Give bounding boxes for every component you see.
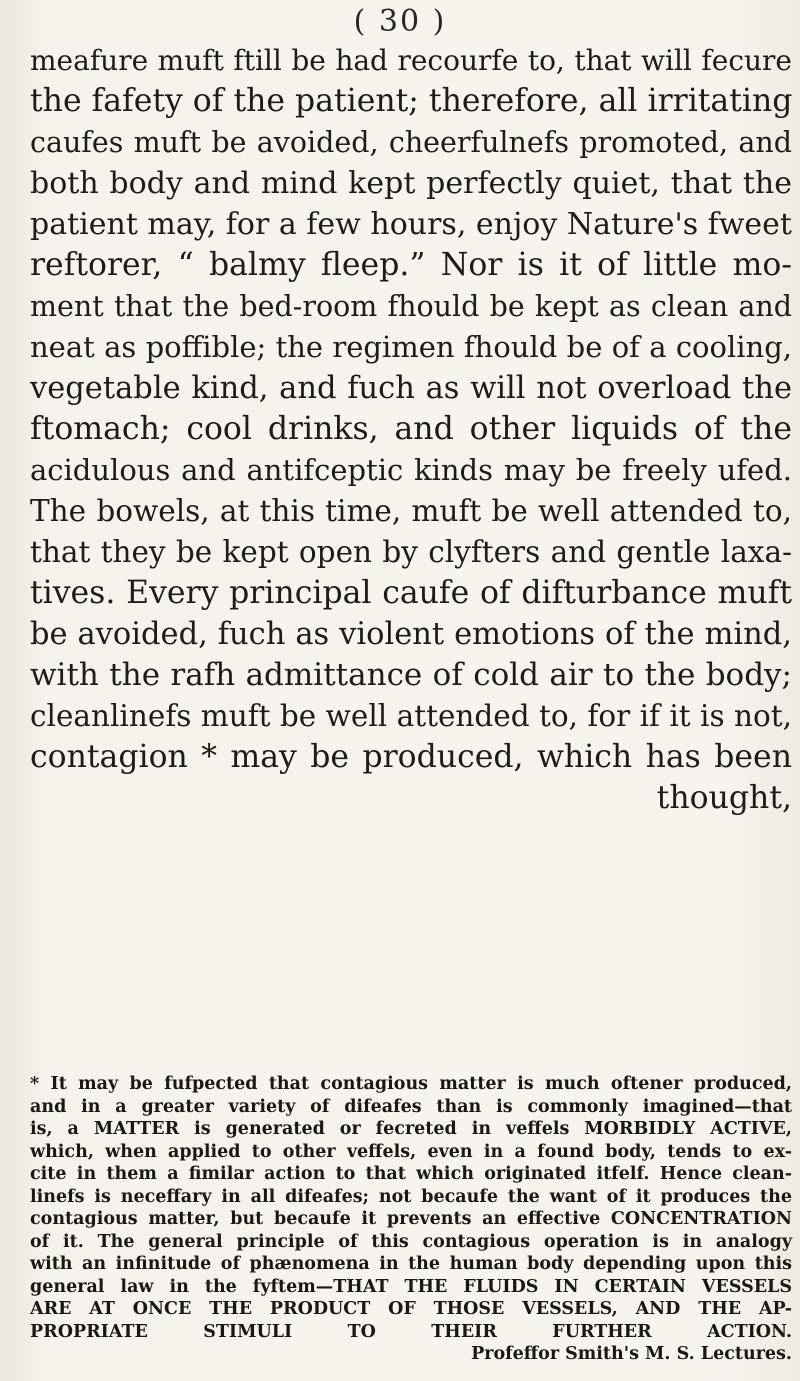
body-line: with the rafh admittance of cold air to the body; [30, 657, 792, 693]
body-line: vegetable kind, and fuch as will not overload the [30, 371, 792, 406]
footnote-line: * It may be fufpected that contagious matter is much oftener produced, [30, 1074, 792, 1094]
body-line: patient may, for a few hours, enjoy Nature's fweet [30, 207, 792, 242]
page-number: ( 30 ) [353, 4, 447, 39]
footnote-attribution: Profeffor Smith's M. S. Lectures. [471, 1344, 792, 1364]
footnote-line: which, when applied to other veffels, even in a found body, tends to ex- [30, 1141, 792, 1162]
catchword: thought, [656, 780, 792, 816]
footnote-line: ARE AT ONCE THE PRODUCT OF THOSE VESSELS, AND THE AP- [30, 1299, 792, 1319]
footnote-line: of it. The general principle of this contagious operation is in analogy [30, 1231, 792, 1252]
footnote-line: contagious matter, but becaufe it prevents an effective CONCENTRATION [30, 1209, 792, 1229]
body-line: The bowels, at this time, muft be well attended to, [30, 494, 792, 528]
footnote-line: cite in them a fimilar action to that which originated itfelf. Hence clean- [30, 1164, 792, 1184]
footnote [30, 1073, 792, 1366]
body-line: reftorer, “ balmy fleep.” Nor is it of little mo- [30, 247, 792, 283]
body-line: ftomach; cool drinks, and other liquids of the [30, 411, 792, 447]
footnote-line: linefs is neceffary in all difeafes; not becaufe the want of it produces the [30, 1186, 792, 1207]
body-line: both body and mind kept perfectly quiet, that the [30, 166, 792, 201]
body-line: ment that the bed-room fhould be kept as clean and [30, 290, 792, 323]
body-line: contagion * may be produced, which has been [30, 739, 792, 775]
body-line: acidulous and antifceptic kinds may be freely ufed. [30, 453, 792, 487]
body-line: meafure muft ftill be had recourfe to, that will fecure [30, 44, 792, 77]
body-text [30, 40, 792, 819]
body-line: neat as poffible; the regimen fhould be of a cooling, [30, 330, 792, 364]
body-line: tives. Every principal caufe of difturbance muft [30, 575, 792, 611]
footnote-line: PROPRIATE STIMULI TO THEIR FURTHER ACTION. [30, 1321, 792, 1342]
body-line: be avoided, fuch as violent emotions of the mind, [30, 617, 792, 652]
footnote-line: with an infinitude of phænomena in the human body depending upon this [30, 1254, 792, 1274]
footnote-line: and in a greater variety of difeafes than is commonly imagined—that [30, 1096, 792, 1117]
body-line: caufes muft be avoided, cheerfulnefs promoted, and [30, 126, 792, 159]
body-line: cleanlinefs muft be well attended to, for if it is not, [30, 699, 792, 733]
footnote-line: general law in the fyftem—THAT THE FLUIDS IN CERTAIN VESSELS [30, 1276, 792, 1297]
body-line: the fafety of the patient; therefore, all irritating [30, 83, 793, 119]
footnote-line: is, a MATTER is generated or fecreted in veffels MORBIDLY ACTIVE, [30, 1119, 792, 1139]
body-line: that they be kept open by clyfters and gentle laxa- [30, 535, 792, 569]
